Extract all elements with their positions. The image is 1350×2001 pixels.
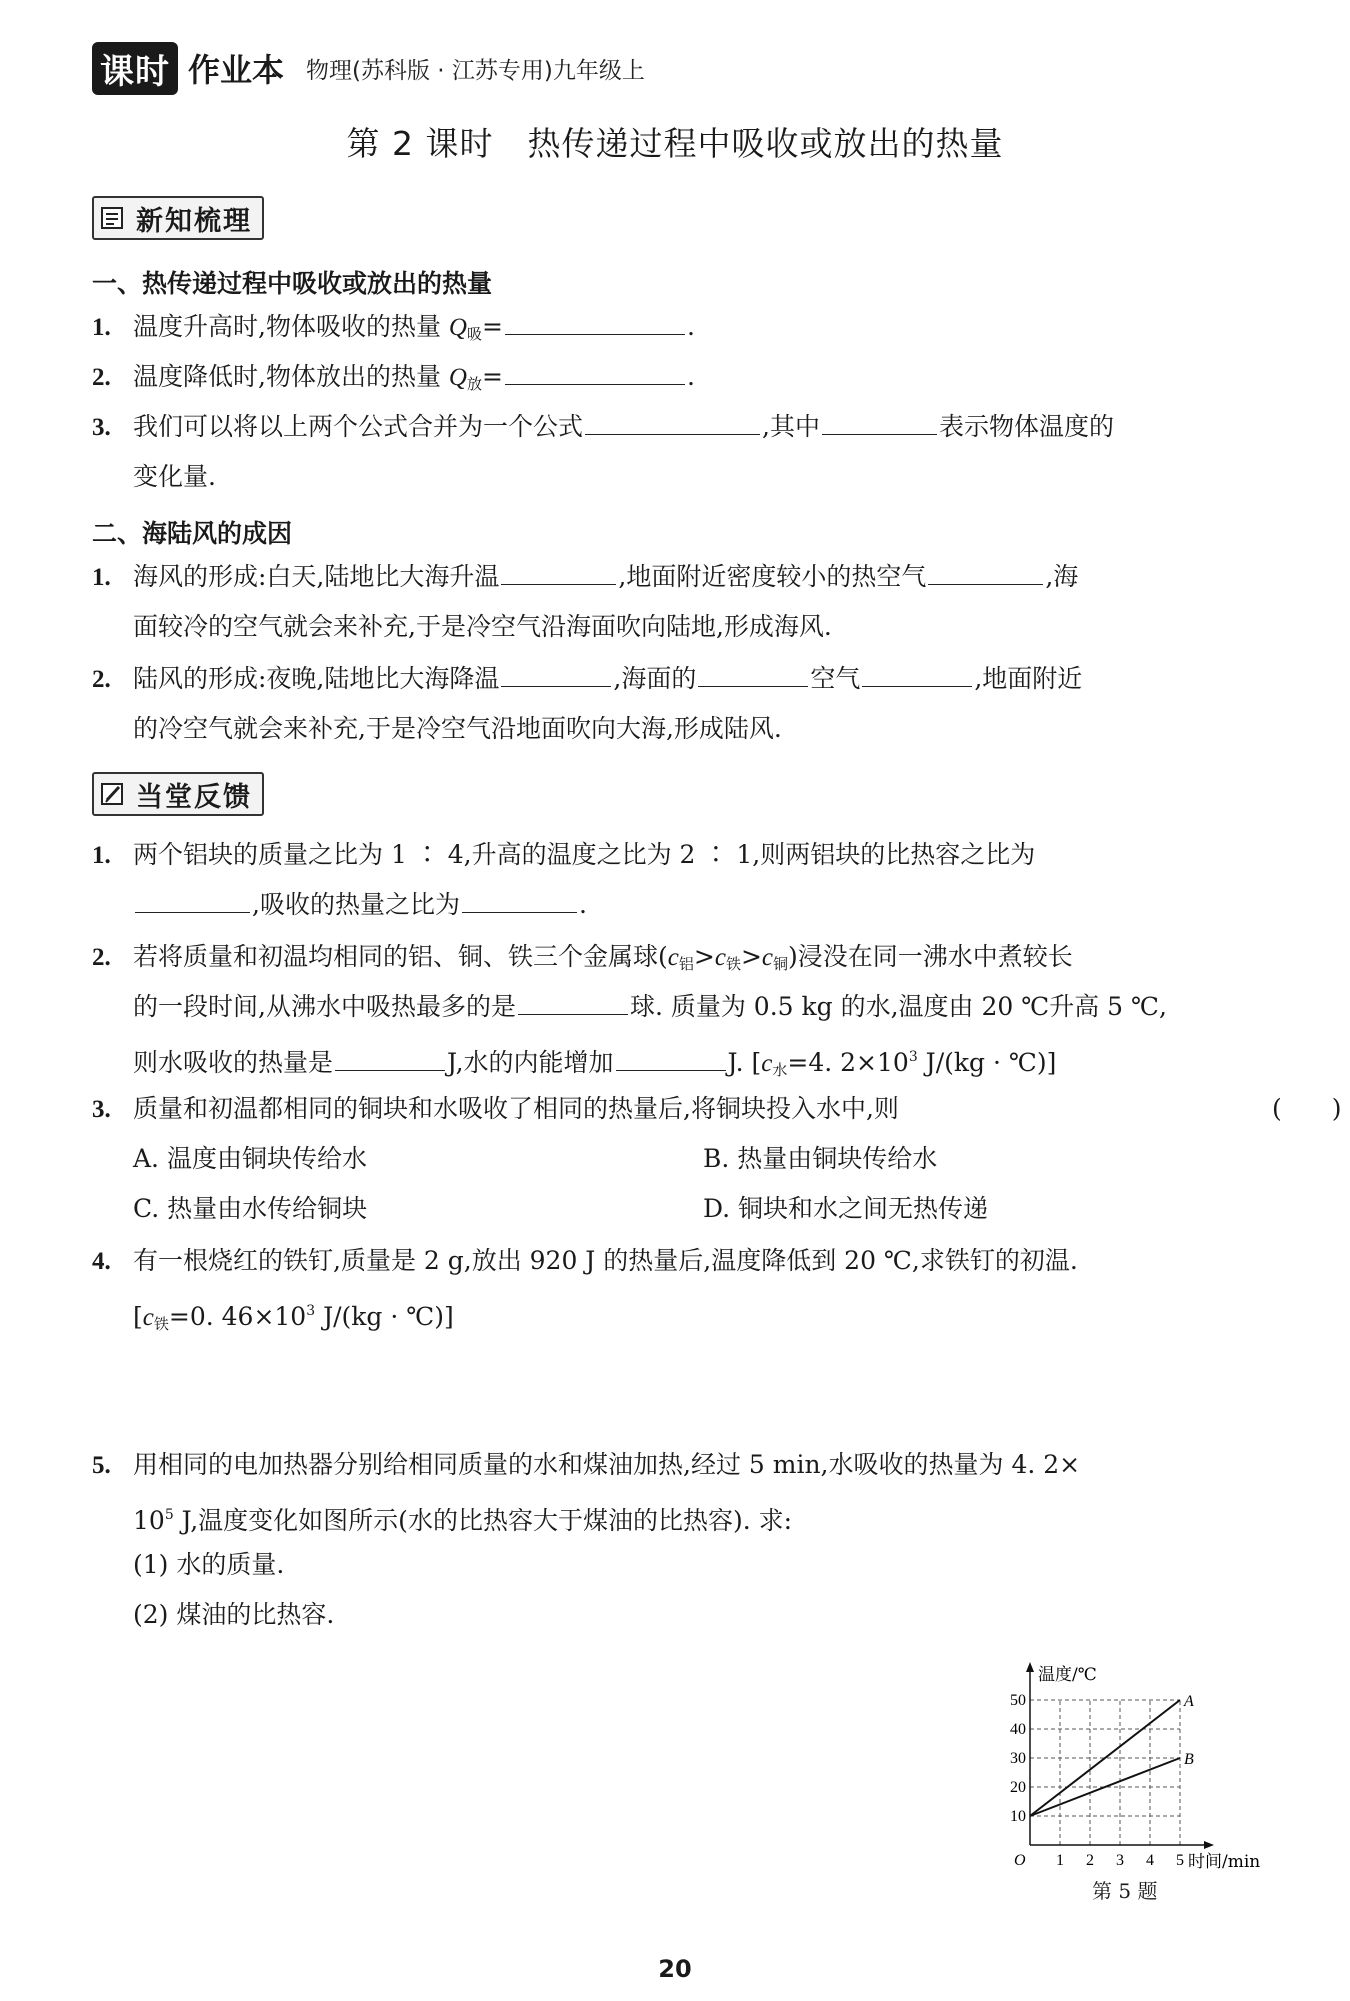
answer-parentheses[interactable]: ( ) [1272,1094,1342,1123]
question-land-breeze [92,662,1272,697]
symbol-c: c [714,944,726,971]
question-text: ,吸收的热量之比为 [252,890,460,919]
question-land-breeze-cont: 的冷空气就会来补充,于是冷空气沿地面吹向大海,形成陆风. [133,714,782,743]
feedback-question-2 [92,940,1272,981]
question-number: 1. [92,314,111,341]
question-text: J,水的内能增加 [447,1048,614,1077]
notebook-icon [100,205,126,231]
question-text: 则水吸收的热量是 [133,1048,334,1077]
question-text: )浸没在同一沸水中煮较长 [788,942,1073,971]
x-tick-label: 4 [1146,1852,1154,1869]
question-number: 1. [92,564,111,591]
subscript: 水 [772,1061,788,1079]
section-tag-new-knowledge [92,196,264,240]
answer-blank[interactable] [335,1046,445,1071]
logo-title: 作业本 [188,51,285,89]
temperature-time-chart [992,1645,1292,1895]
question-text: ,地面附近密度较小的热空气 [618,562,927,591]
question-text: 表示物体温度的 [938,412,1114,441]
subscript: 吸 [466,325,482,343]
superscript: 5 [164,1507,174,1523]
feedback-question-1 [92,838,1272,873]
equals: = [481,312,503,341]
question-text: 两个铝块的质量之比为 1 ∶ 4,升高的温度之比为 2 ∶ 1,则两铝块的比热容之比为 [133,840,1036,869]
question-text: 有一根烧红的铁钉,质量是 2 g,放出 920 J 的热量后,温度降低到 20 ℃,求铁钉的初温. [133,1246,1078,1275]
x-tick-label: 3 [1116,1852,1124,1869]
logo [92,42,284,95]
y-axis-arrow [1026,1662,1034,1672]
question-text: J,温度变化如图所示(水的比热容大于煤油的比热容). 求: [173,1506,793,1535]
question-number: 2. [92,666,111,693]
question-2: 2. 温度降低时,物体放出的热量 $Q_放=$ . [92,362,695,393]
series-label-b: B [1184,1751,1194,1768]
y-tick-label: 10 [1010,1808,1026,1825]
series-label-a: A [1184,1693,1194,1710]
answer-blank[interactable] [501,560,616,585]
subscript: 铜 [773,955,789,973]
symbol-q: Q [448,314,467,341]
y-tick-label: 40 [1010,1721,1026,1738]
option-a[interactable]: A. 温度由铜块传给水 [133,1144,367,1173]
question-text: 质量和初温都相同的铜块和水吸收了相同的热量后,将铜块投入水中,则 [133,1094,899,1123]
formula: =4. 2×10 [787,1048,909,1077]
question-text: . [578,890,587,919]
x-axis-arrow [1204,1841,1214,1849]
operator: > [693,942,715,971]
question-3 [92,410,1272,445]
option-b[interactable]: B. 热量由铜块传给水 [703,1144,938,1173]
symbol-q: Q [448,364,467,391]
feedback-question-2-line3 [133,1040,1313,1087]
question-1: 1. 温度升高时,物体吸收的热量 $Q_吸=$ . [92,312,695,343]
subscript: 铝 [678,955,694,973]
subheading-2: 二、海陆风的成因 [92,519,293,548]
origin-label: O [1014,1852,1026,1869]
answer-blank[interactable] [518,990,628,1015]
question-sea-breeze-cont: 面较冷的空气就会来补充,于是冷空气沿海面吹向陆地,形成海风. [133,612,832,641]
superscript: 3 [908,1049,918,1065]
section-tag-label: 新知梳理 [136,205,252,237]
x-tick-label: 1 [1056,1852,1064,1869]
symbol-c: c [761,944,774,971]
question-number: 2. [92,364,111,391]
answer-blank[interactable] [505,310,685,335]
question-text: 用相同的电加热器分别给相同质量的水和煤油加热,经过 5 min,水吸收的热量为 4. 2× [133,1450,1081,1479]
question-number: 1. [92,842,111,869]
feedback-question-5 [92,1448,1272,1483]
question-text: 陆风的形成:夜晚,陆地比大海降温 [133,664,500,693]
subscript: 铁 [725,955,741,973]
question-text: 温度升高时,物体吸收的热量 [133,312,449,341]
answer-blank[interactable] [505,360,685,385]
header [92,40,645,96]
y-tick-label: 30 [1010,1750,1026,1767]
answer-blank[interactable] [862,662,972,687]
x-tick-label: 5 [1176,1852,1184,1869]
answer-blank[interactable] [135,888,250,913]
section-tag-feedback [92,772,264,816]
question-text: 空气 [810,664,861,693]
formula: J/(kg · ℃)] [917,1048,1057,1077]
feedback-question-3 [92,1092,1342,1127]
answer-blank[interactable] [928,560,1043,585]
symbol-c: c [142,1304,154,1331]
sub-question-1: (1) 水的质量. [133,1550,285,1579]
answer-blank[interactable] [822,410,937,435]
symbol-c: c [667,944,679,971]
question-number: 2. [92,944,111,971]
question-sea-breeze [92,560,1272,595]
feedback-question-4 [92,1244,1272,1279]
question-number: 3. [92,414,111,441]
subject-label: 物理(苏科版 · 江苏专用)九年级上 [306,57,645,84]
question-text: 海风的形成:白天,陆地比大海升温 [133,562,500,591]
question-number: 3. [92,1096,111,1123]
y-axis-label: 温度/℃ [1038,1665,1097,1685]
question-text: 的一段时间,从沸水中吸热最多的是 [133,992,516,1021]
feedback-question-2-line2 [133,990,1313,1024]
formula: J/(kg · ℃)] [315,1302,454,1331]
subheading-1: 一、热传递过程中吸收或放出的热量 [92,269,493,298]
formula: =0. 46×10 [168,1302,307,1331]
equals: = [481,362,503,391]
question-text: 温度降低时,物体放出的热量 [133,362,449,391]
question-number: 4. [92,1248,111,1275]
page-number: 20 [658,1955,692,1983]
question-text: ,海面的 [613,664,697,693]
formula: 10 [133,1506,165,1535]
superscript: 3 [306,1303,316,1319]
x-axis-label: 时间/min [1188,1852,1261,1872]
operator: > [740,942,762,971]
logo-ke: 课时 [92,42,178,95]
pencil-note-icon [100,781,126,807]
answer-blank[interactable] [698,662,808,687]
subscript: 放 [466,375,482,393]
answer-blank[interactable] [585,410,760,435]
question-3-cont: 变化量. [133,462,216,491]
sub-question-2: (2) 煤油的比热容. [133,1600,335,1629]
question-text: ,其中 [762,412,820,441]
feedback-question-1-cont [133,888,1313,922]
option-c[interactable]: C. 热量由水传给铜块 [133,1194,368,1223]
answer-blank[interactable] [616,1046,726,1071]
question-text: ,海 [1045,562,1079,591]
question-text: J. [ [727,1048,762,1077]
option-d[interactable]: D. 铜块和水之间无热传递 [703,1194,989,1223]
question-text: 若将质量和初温均相同的铝、铜、铁三个金属球( [133,942,668,971]
question-number: 5. [92,1452,111,1479]
question-text: 球. 质量为 0.5 kg 的水,温度由 20 ℃升高 5 ℃, [629,992,1167,1021]
lesson-title: 第 2 课时 热传递过程中吸收或放出的热量 [346,124,1004,163]
y-tick-label: 50 [1010,1692,1026,1709]
y-tick-label: 20 [1010,1779,1026,1796]
subscript: 铁 [153,1315,169,1333]
x-tick-label: 2 [1086,1852,1094,1869]
question-text: 我们可以将以上两个公式合并为一个公式 [133,412,584,441]
symbol-c: c [761,1050,773,1077]
section-tag-label: 当堂反馈 [136,781,252,813]
answer-blank[interactable] [501,662,611,687]
chart-caption: 第 5 题 [1092,1879,1158,1903]
formula: [ [133,1302,143,1331]
feedback-question-5-cont [133,1498,1313,1538]
feedback-question-4-cont [133,1294,1313,1341]
question-text: ,地面附近 [974,664,1083,693]
answer-blank[interactable] [462,888,577,913]
